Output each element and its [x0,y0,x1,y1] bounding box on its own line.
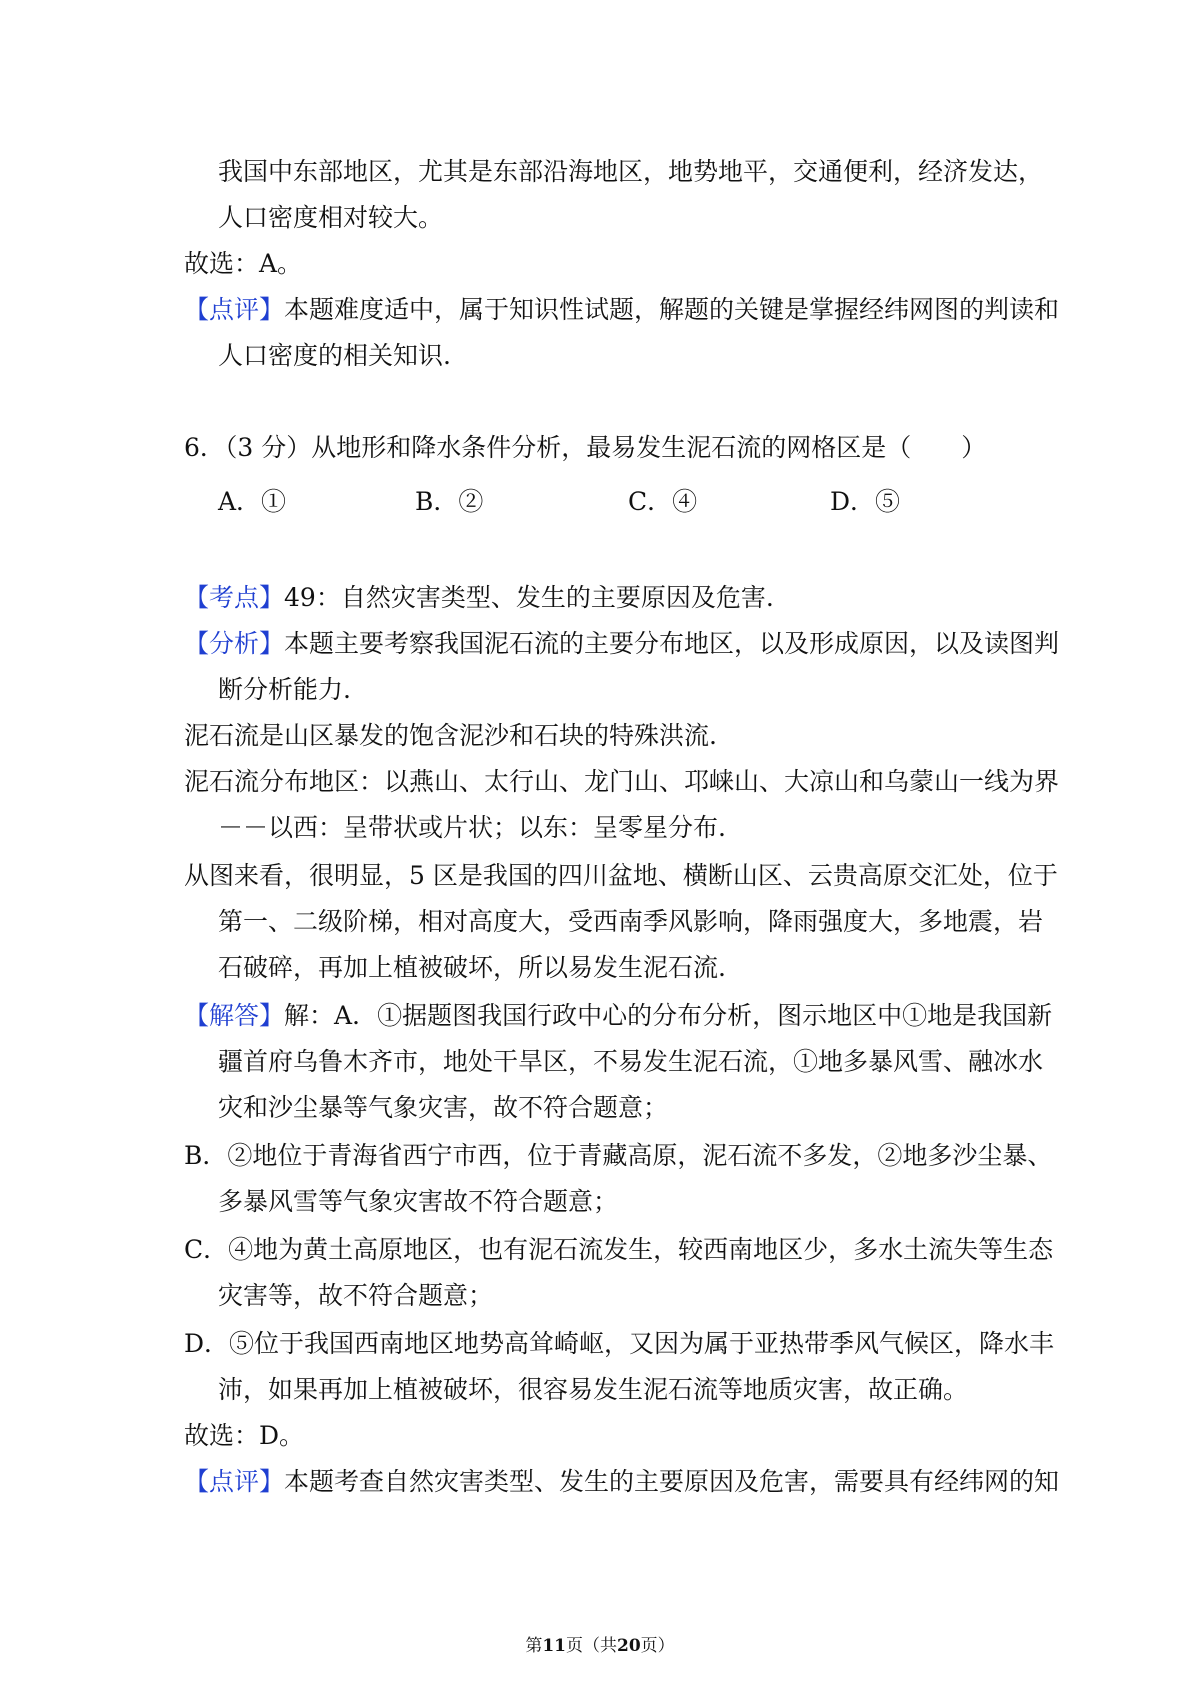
fenxi-line2: 断分析能力. [218,675,351,704]
answer-b-line2: 多暴风雪等气象灾害故不符合题意； [218,1187,619,1216]
comment-tag: 【点评】 [184,295,285,324]
dianping-tag: 【点评】 [184,1467,285,1496]
jieda-text: 解：A．①据题图我国行政中心的分布分析，图示地区中①地是我国新 [284,1001,1053,1030]
question-6-stem: 6．（3 分）从地形和降水条件分析，最易发生泥石流的网格区是（ ） [184,433,987,462]
paragraph-2-line2: －－以西：呈带状或片状；以东：呈零星分布. [218,813,726,842]
paragraph-2-line1: 泥石流分布地区：以燕山、太行山、龙门山、邛崃山、大凉山和乌蒙山一线为界 [184,767,1060,796]
paragraph-3-line1: 从图来看，很明显，5 区是我国的四川盆地、横断山区、云贵高原交汇处，位于 [184,861,1058,890]
fenxi-text: 本题主要考察我国泥石流的主要分布地区，以及形成原因，以及读图判 [284,629,1060,658]
kaodian-text: 49：自然灾害类型、发生的主要原因及危害. [284,583,774,612]
final-answer: 故选：D。 [184,1421,305,1450]
footer-middle: 页（共 [566,1636,617,1656]
paragraph-3-line2: 第一、二级阶梯，相对高度大，受西南季风影响，降雨强度大，多地震，岩 [218,907,1044,936]
page-footer [0,1634,1200,1658]
paragraph-1: 泥石流是山区暴发的饱含泥沙和石块的特殊洪流. [184,721,717,750]
answer-d-line1: D．⑤位于我国西南地区地势高耸崎岖，又因为属于亚热带季风气候区，降水丰 [184,1329,1055,1358]
page-number: 11 [542,1636,566,1656]
prev-explanation-line2: 人口密度相对较大。 [218,203,444,232]
option-b: B．② [415,487,484,516]
footer-suffix: 页） [640,1636,675,1656]
footer-prefix: 第 [525,1636,543,1656]
jieda-tag: 【解答】 [184,1001,285,1030]
prev-comment [184,294,1059,326]
kaodian-tag: 【考点】 [184,583,285,612]
jieda [184,1000,1052,1032]
kaodian [184,582,774,614]
fenxi [184,628,1059,660]
prev-comment-line2: 人口密度的相关知识. [218,341,451,370]
jieda-line3: 灾和沙尘暴等气象灾害，故不符合题意； [218,1093,669,1122]
total-pages: 20 [617,1636,641,1656]
jieda-line2: 疆首府乌鲁木齐市，地处干旱区，不易发生泥石流，①地多暴风雪、融冰水 [218,1047,1044,1076]
option-d: D．⑤ [830,487,901,516]
answer-b-line1: B．②地位于青海省西宁市西，位于青藏高原，泥石流不多发，②地多沙尘暴、 [184,1141,1053,1170]
answer-c-line2: 灾害等，故不符合题意； [218,1281,494,1310]
comment-text: 本题难度适中，属于知识性试题，解题的关键是掌握经纬网图的判读和 [284,295,1060,324]
option-a: A．① [218,487,287,516]
prev-explanation-line1: 我国中东部地区，尤其是东部沿海地区，地势地平，交通便利，经济发达， [218,157,1044,186]
answer-c-line1: C．④地为黄土高原地区，也有泥石流发生，较西南地区少，多水土流失等生态 [184,1235,1054,1264]
dianping [184,1466,1059,1498]
paragraph-3-line3: 石破碎，再加上植被破坏，所以易发生泥石流. [218,953,726,982]
fenxi-tag: 【分析】 [184,629,285,658]
prev-answer: 故选：A。 [184,249,303,278]
dianping-text: 本题考查自然灾害类型、发生的主要原因及危害，需要具有经纬网的知 [284,1467,1060,1496]
option-c: C．④ [628,487,698,516]
answer-d-line2: 沛，如果再加上植被破坏，很容易发生泥石流等地质灾害，故正确。 [218,1375,969,1404]
